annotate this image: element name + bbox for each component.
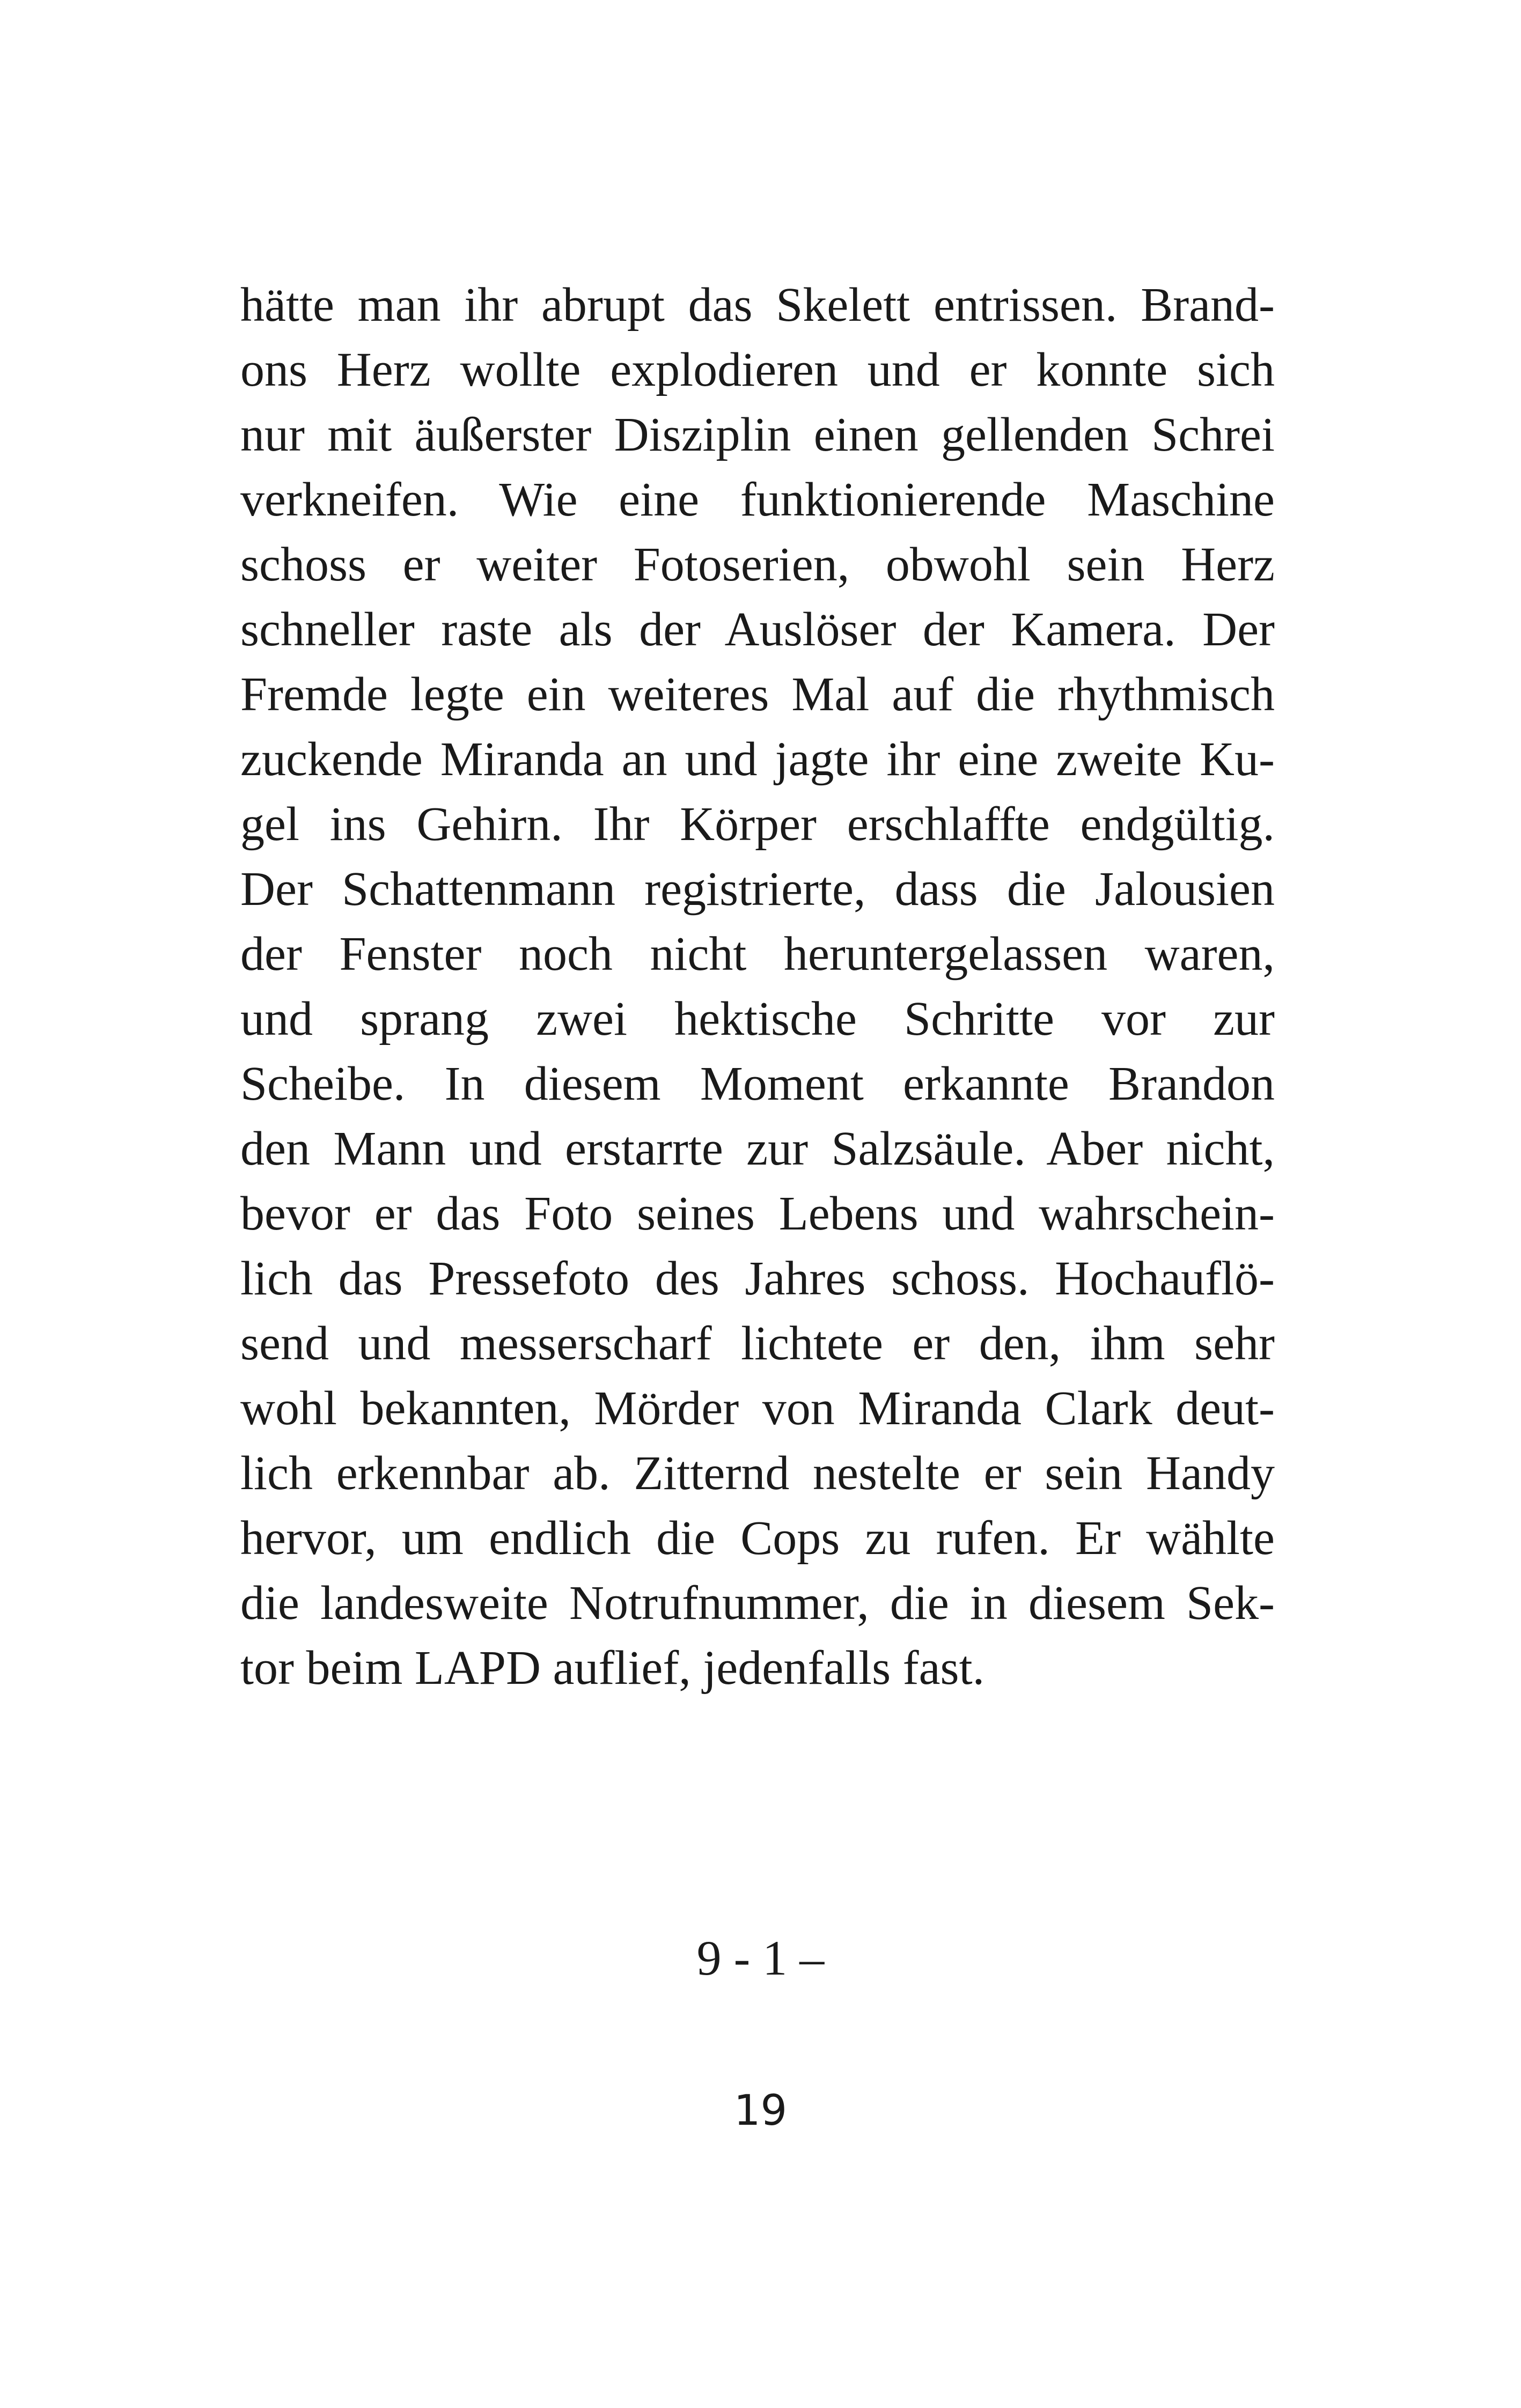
text-line: gel ins Gehirn. Ihr Körper erschlaffte endgültig. [240, 798, 1275, 851]
text-line: den Mann und erstarrte zur Salzsäule. Aber nicht, [240, 1122, 1275, 1175]
text-line: zuckende Miranda an und jagte ihr eine zweite Ku- [240, 733, 1275, 786]
page-number: 19 [733, 2087, 788, 2135]
text-line: die landesweite Notrufnummer, die in diesem Sek- [240, 1577, 1275, 1630]
text-line: verkneifen. Wie eine funktionierende Maschine [240, 473, 1275, 526]
text-line: ons Herz wollte explodieren und er konnte sich [240, 343, 1275, 396]
text-line-last: tor beim LAPD auflief, jedenfalls fast. [240, 1641, 985, 1695]
text-line: lich das Pressefoto des Jahres schoss. Hochauflö- [240, 1252, 1275, 1305]
text-line: Scheibe. In diesem Moment erkannte Brandon [240, 1057, 1275, 1110]
text-line: send und messerscharf lichtete er den, ihm sehr [240, 1317, 1275, 1370]
section-marker: 9 - 1 – [696, 1931, 825, 1985]
text-line: Der Schattenmann registrierte, dass die Jalousien [240, 863, 1275, 916]
text-line: lich erkennbar ab. Zitternd nestelte er sein Handy [240, 1447, 1275, 1500]
text-line: wohl bekannten, Mörder von Miranda Clark deut- [240, 1382, 1275, 1435]
text-line: schoss er weiter Fotoserien, obwohl sein Herz [240, 538, 1275, 591]
text-line: der Fenster noch nicht heruntergelassen waren, [240, 927, 1275, 981]
body-text [240, 273, 1275, 1700]
text-line: nur mit äußerster Disziplin einen gellenden Schrei [240, 408, 1275, 461]
text-line: hätte man ihr abrupt das Skelett entrissen. Brand- [240, 278, 1275, 332]
text-line: Fremde legte ein weiteres Mal auf die rhythmisch [240, 668, 1275, 721]
text-line: bevor er das Foto seines Lebens und wahrschein- [240, 1187, 1275, 1240]
text-line: hervor, um endlich die Cops zu rufen. Er wählte [240, 1512, 1275, 1565]
text-line: und sprang zwei hektische Schritte vor zur [240, 992, 1275, 1045]
text-line: schneller raste als der Auslöser der Kamera. Der [240, 603, 1275, 656]
